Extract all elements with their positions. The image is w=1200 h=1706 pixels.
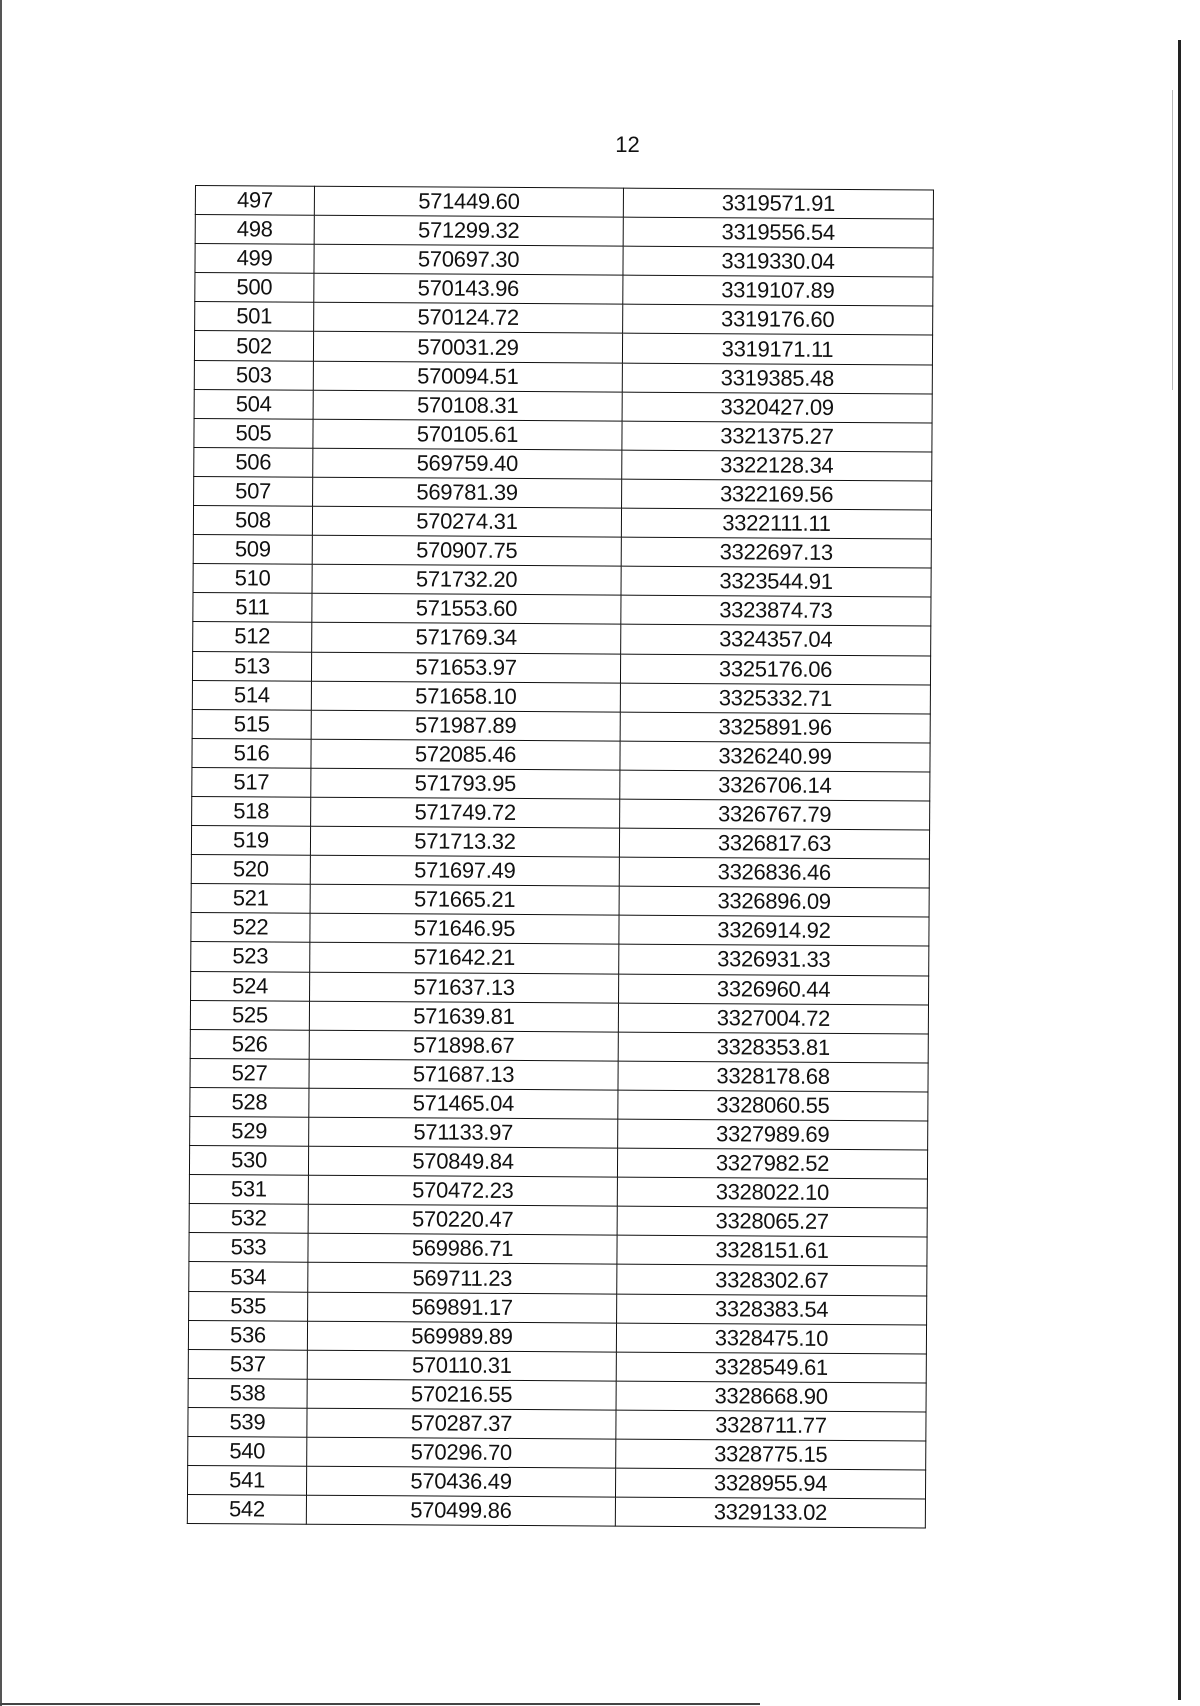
point-id-cell: 514 bbox=[192, 680, 311, 710]
northing-cell: 3320427.09 bbox=[622, 392, 932, 423]
point-id-cell: 540 bbox=[188, 1437, 307, 1467]
easting-cell: 569711.23 bbox=[308, 1263, 617, 1294]
table-row bbox=[192, 680, 930, 714]
point-id-cell: 519 bbox=[191, 826, 310, 856]
easting-cell: 571642.21 bbox=[310, 943, 619, 974]
easting-cell: 571793.95 bbox=[311, 768, 620, 799]
table-row bbox=[187, 1495, 925, 1529]
table-row bbox=[190, 1087, 928, 1121]
point-id-cell: 517 bbox=[192, 767, 311, 797]
point-id-cell: 530 bbox=[189, 1146, 308, 1176]
table-row bbox=[195, 302, 933, 336]
easting-cell: 570220.47 bbox=[308, 1204, 617, 1235]
easting-cell: 571987.89 bbox=[311, 710, 620, 741]
table-row bbox=[189, 1291, 927, 1325]
table-row bbox=[194, 360, 932, 394]
northing-cell: 3325891.96 bbox=[620, 712, 930, 743]
northing-cell: 3326706.14 bbox=[620, 770, 930, 801]
easting-cell: 570124.72 bbox=[314, 303, 623, 334]
easting-cell: 570849.84 bbox=[308, 1146, 617, 1177]
easting-cell: 570031.29 bbox=[313, 332, 622, 363]
point-id-cell: 501 bbox=[195, 302, 314, 332]
point-id-cell: 505 bbox=[194, 418, 313, 448]
table-row bbox=[190, 1058, 928, 1092]
easting-cell: 570907.75 bbox=[312, 535, 621, 566]
table-row bbox=[191, 884, 929, 918]
table-row bbox=[191, 971, 929, 1005]
scan-edge-right bbox=[1178, 40, 1181, 1700]
northing-cell: 3321375.27 bbox=[622, 421, 932, 452]
easting-cell: 570472.23 bbox=[308, 1175, 617, 1206]
table-row bbox=[190, 1029, 928, 1063]
easting-cell: 571299.32 bbox=[314, 215, 623, 246]
easting-cell: 571658.10 bbox=[311, 681, 620, 712]
point-id-cell: 498 bbox=[195, 215, 314, 245]
scan-edge-left bbox=[0, 0, 2, 1706]
table-row bbox=[194, 447, 932, 481]
point-id-cell: 536 bbox=[188, 1320, 307, 1350]
easting-cell: 571653.97 bbox=[311, 652, 620, 683]
table-row bbox=[189, 1262, 927, 1296]
northing-cell: 3326914.92 bbox=[619, 915, 929, 946]
point-id-cell: 532 bbox=[189, 1204, 308, 1234]
easting-cell: 571687.13 bbox=[309, 1059, 618, 1090]
northing-cell: 3319107.89 bbox=[623, 275, 933, 306]
northing-cell: 3326896.09 bbox=[619, 886, 929, 917]
northing-cell: 3326960.44 bbox=[619, 974, 929, 1005]
northing-cell: 3328353.81 bbox=[618, 1032, 928, 1063]
northing-cell: 3328475.10 bbox=[616, 1323, 926, 1354]
easting-cell: 569759.40 bbox=[313, 448, 622, 479]
northing-cell: 3326240.99 bbox=[620, 741, 930, 772]
northing-cell: 3325332.71 bbox=[620, 683, 930, 714]
table-row bbox=[194, 418, 932, 452]
easting-cell: 571637.13 bbox=[310, 972, 619, 1003]
northing-cell: 3319385.48 bbox=[622, 363, 932, 394]
point-id-cell: 520 bbox=[191, 855, 310, 885]
table-row bbox=[193, 622, 931, 656]
northing-cell: 3322169.56 bbox=[622, 479, 932, 510]
table-row bbox=[190, 1116, 928, 1150]
point-id-cell: 542 bbox=[187, 1495, 306, 1525]
table-row bbox=[194, 331, 932, 365]
easting-cell: 570287.37 bbox=[307, 1408, 616, 1439]
table-row bbox=[188, 1437, 926, 1471]
table-row bbox=[193, 593, 931, 627]
northing-cell: 3328151.61 bbox=[617, 1235, 927, 1266]
point-id-cell: 503 bbox=[194, 360, 313, 390]
point-id-cell: 524 bbox=[191, 971, 310, 1001]
easting-cell: 569891.17 bbox=[308, 1292, 617, 1323]
point-id-cell: 521 bbox=[191, 884, 310, 914]
easting-cell: 570110.31 bbox=[307, 1350, 616, 1381]
easting-cell: 571749.72 bbox=[311, 797, 620, 828]
easting-cell: 570697.30 bbox=[314, 244, 623, 275]
table-row bbox=[195, 273, 933, 307]
northing-cell: 3323874.73 bbox=[621, 595, 931, 626]
northing-cell: 3328383.54 bbox=[617, 1294, 927, 1325]
northing-cell: 3326931.33 bbox=[619, 945, 929, 976]
northing-cell: 3327989.69 bbox=[618, 1119, 928, 1150]
table-row bbox=[192, 738, 930, 772]
northing-cell: 3329133.02 bbox=[615, 1497, 925, 1528]
northing-cell: 3324357.04 bbox=[621, 625, 931, 656]
northing-cell: 3328711.77 bbox=[616, 1410, 926, 1441]
point-id-cell: 502 bbox=[194, 331, 313, 361]
table-row bbox=[194, 476, 932, 510]
easting-cell: 571639.81 bbox=[309, 1001, 618, 1032]
easting-cell: 571697.49 bbox=[310, 855, 619, 886]
northing-cell: 3328178.68 bbox=[618, 1061, 928, 1092]
coordinate-table-container bbox=[187, 185, 934, 1529]
easting-cell: 570436.49 bbox=[306, 1466, 615, 1497]
point-id-cell: 509 bbox=[193, 535, 312, 565]
table-row bbox=[195, 186, 933, 220]
point-id-cell: 507 bbox=[194, 476, 313, 506]
table-row bbox=[188, 1349, 926, 1383]
table-row bbox=[187, 1466, 925, 1500]
table-row bbox=[188, 1320, 926, 1354]
northing-cell: 3326767.79 bbox=[620, 799, 930, 830]
northing-cell: 3327982.52 bbox=[617, 1148, 927, 1179]
easting-cell: 569986.71 bbox=[308, 1234, 617, 1265]
table-row bbox=[189, 1175, 927, 1209]
easting-cell: 571732.20 bbox=[312, 564, 621, 595]
table-row bbox=[190, 1000, 928, 1034]
northing-cell: 3328775.15 bbox=[616, 1439, 926, 1470]
easting-cell: 570296.70 bbox=[307, 1437, 616, 1468]
easting-cell: 570143.96 bbox=[314, 274, 623, 305]
point-id-cell: 508 bbox=[193, 506, 312, 536]
point-id-cell: 497 bbox=[195, 186, 314, 216]
table-row bbox=[194, 389, 932, 423]
table-row bbox=[189, 1204, 927, 1238]
table-row bbox=[188, 1407, 926, 1441]
table-row bbox=[193, 506, 931, 540]
easting-cell: 570216.55 bbox=[307, 1379, 616, 1410]
point-id-cell: 522 bbox=[191, 913, 310, 943]
table-row bbox=[192, 709, 930, 743]
coordinate-table bbox=[187, 185, 934, 1529]
table-row bbox=[191, 826, 929, 860]
point-id-cell: 500 bbox=[195, 273, 314, 303]
northing-cell: 3319571.91 bbox=[623, 188, 933, 219]
point-id-cell: 525 bbox=[190, 1000, 309, 1030]
table-row bbox=[192, 796, 930, 830]
page-number: 12 bbox=[615, 132, 640, 157]
table-row bbox=[195, 244, 933, 278]
point-id-cell: 538 bbox=[188, 1378, 307, 1408]
easting-cell: 571713.32 bbox=[310, 826, 619, 857]
easting-cell: 570094.51 bbox=[313, 361, 622, 392]
point-id-cell: 506 bbox=[194, 447, 313, 477]
northing-cell: 3326836.46 bbox=[619, 857, 929, 888]
easting-cell: 571646.95 bbox=[310, 914, 619, 945]
northing-cell: 3319330.04 bbox=[623, 246, 933, 277]
point-id-cell: 528 bbox=[190, 1087, 309, 1117]
point-id-cell: 516 bbox=[192, 738, 311, 768]
coordinate-table-body bbox=[187, 186, 933, 1529]
northing-cell: 3322697.13 bbox=[621, 537, 931, 568]
northing-cell: 3328060.55 bbox=[618, 1090, 928, 1121]
northing-cell: 3328549.61 bbox=[616, 1352, 926, 1383]
easting-cell: 569781.39 bbox=[313, 477, 622, 508]
easting-cell: 571465.04 bbox=[309, 1088, 618, 1119]
point-id-cell: 518 bbox=[192, 796, 311, 826]
easting-cell: 570105.61 bbox=[313, 419, 622, 450]
point-id-cell: 537 bbox=[188, 1349, 307, 1379]
table-row bbox=[189, 1146, 927, 1180]
easting-cell: 572085.46 bbox=[311, 739, 620, 770]
northing-cell: 3326817.63 bbox=[619, 828, 929, 859]
easting-cell: 571769.34 bbox=[312, 623, 621, 654]
point-id-cell: 510 bbox=[193, 564, 312, 594]
point-id-cell: 515 bbox=[192, 709, 311, 739]
point-id-cell: 529 bbox=[190, 1116, 309, 1146]
easting-cell: 571665.21 bbox=[310, 884, 619, 915]
easting-cell: 571133.97 bbox=[309, 1117, 618, 1148]
table-row bbox=[193, 535, 931, 569]
easting-cell: 571898.67 bbox=[309, 1030, 618, 1061]
easting-cell: 571449.60 bbox=[314, 186, 623, 217]
easting-cell: 570499.86 bbox=[306, 1495, 615, 1526]
table-row bbox=[188, 1378, 926, 1412]
easting-cell: 570108.31 bbox=[313, 390, 622, 421]
point-id-cell: 504 bbox=[194, 389, 313, 419]
northing-cell: 3328668.90 bbox=[616, 1381, 926, 1412]
table-row bbox=[195, 215, 933, 249]
point-id-cell: 534 bbox=[189, 1262, 308, 1292]
point-id-cell: 499 bbox=[195, 244, 314, 274]
northing-cell: 3323544.91 bbox=[621, 566, 931, 597]
point-id-cell: 513 bbox=[192, 651, 311, 681]
point-id-cell: 523 bbox=[191, 942, 310, 972]
table-row bbox=[192, 651, 930, 685]
table-row bbox=[191, 913, 929, 947]
northing-cell: 3325176.06 bbox=[620, 654, 930, 685]
easting-cell: 569989.89 bbox=[307, 1321, 616, 1352]
point-id-cell: 511 bbox=[193, 593, 312, 623]
northing-cell: 3322128.34 bbox=[622, 450, 932, 481]
table-row bbox=[193, 564, 931, 598]
point-id-cell: 533 bbox=[189, 1233, 308, 1263]
point-id-cell: 527 bbox=[190, 1058, 309, 1088]
easting-cell: 570274.31 bbox=[312, 506, 621, 537]
point-id-cell: 539 bbox=[188, 1407, 307, 1437]
table-row bbox=[189, 1233, 927, 1267]
northing-cell: 3319176.60 bbox=[623, 304, 933, 335]
point-id-cell: 541 bbox=[187, 1466, 306, 1496]
point-id-cell: 531 bbox=[189, 1175, 308, 1205]
point-id-cell: 526 bbox=[190, 1029, 309, 1059]
point-id-cell: 535 bbox=[189, 1291, 308, 1321]
northing-cell: 3328955.94 bbox=[615, 1468, 925, 1499]
northing-cell: 3319556.54 bbox=[623, 217, 933, 248]
easting-cell: 571553.60 bbox=[312, 594, 621, 625]
table-row bbox=[191, 855, 929, 889]
northing-cell: 3328302.67 bbox=[617, 1265, 927, 1296]
northing-cell: 3328022.10 bbox=[617, 1177, 927, 1208]
northing-cell: 3322111.11 bbox=[621, 508, 931, 539]
table-row bbox=[191, 942, 929, 976]
northing-cell: 3319171.11 bbox=[622, 334, 932, 365]
northing-cell: 3328065.27 bbox=[617, 1206, 927, 1237]
scan-edge-bottom bbox=[0, 1703, 760, 1705]
table-row bbox=[192, 767, 930, 801]
point-id-cell: 512 bbox=[193, 622, 312, 652]
northing-cell: 3327004.72 bbox=[618, 1003, 928, 1034]
